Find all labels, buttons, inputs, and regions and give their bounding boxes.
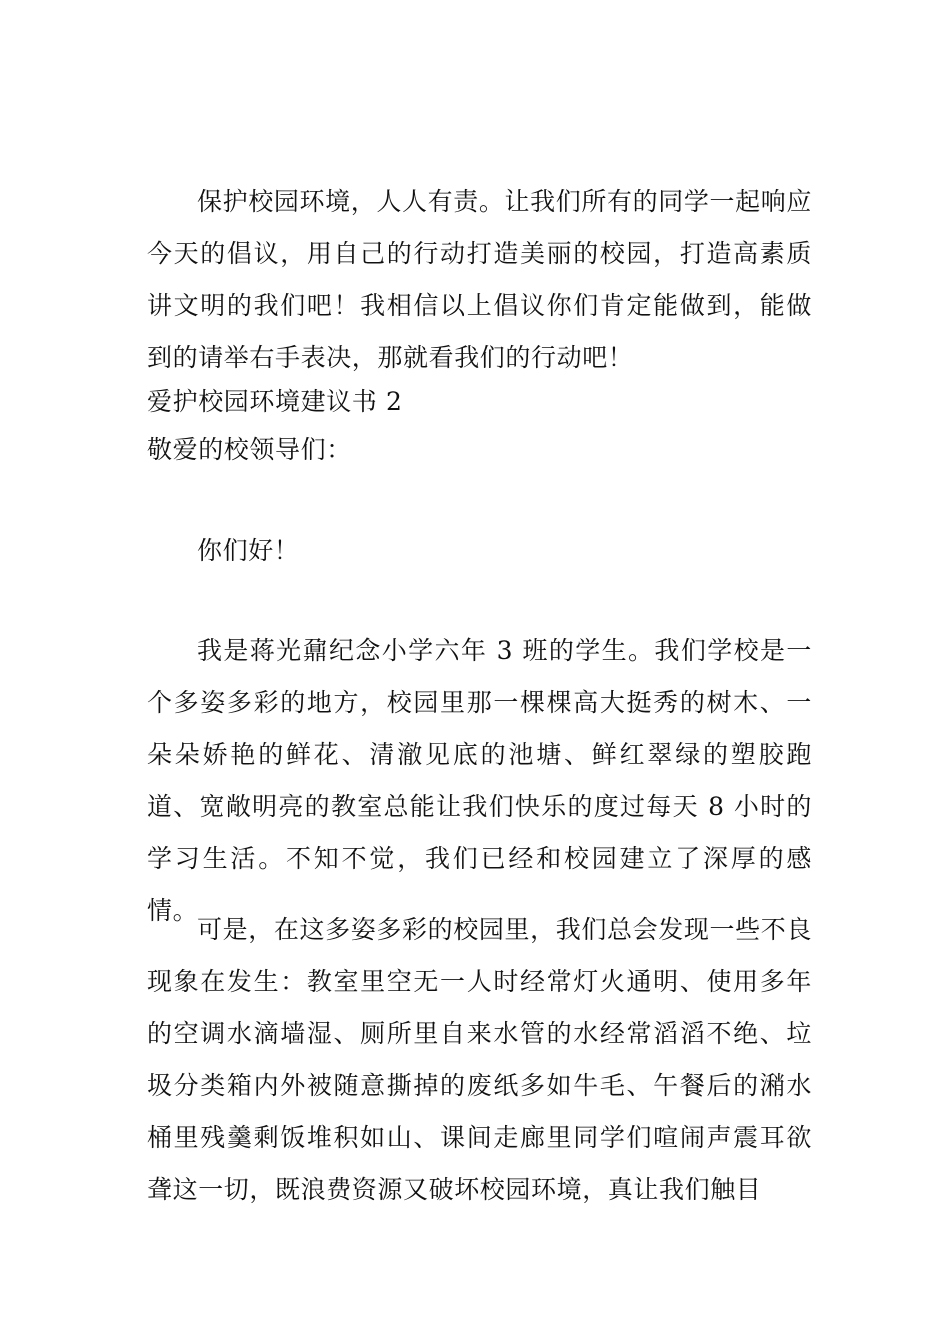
paragraph-problems: 可是，在这多姿多彩的校园里，我们总会发现一些不良现象在发生：教室里空无一人时经常灯火通明、使用多年的空调水滴墙湿、厕所里自来水管的水经常滔滔不绝、垃圾分类箱内外被随意撕掉的废纸多如牛毛、午餐后的潲水桶里残羹剩饭堆积如山、课间走廊里同学们喧闹声震耳欲聋这一切，既浪费资源又破坏校园环境，真让我们触目 [147, 915, 812, 1204]
paragraph-closing-call: 保护校园环境，人人有责。让我们所有的同学一起响应今天的倡议，用自己的行动打造美丽的校园，打造高素质讲文明的我们吧！我相信以上倡议你们肯定能做到，能做到的请举右手表决，那就看我们的行动吧！ [147, 187, 812, 372]
document-title: 爱护校园环境建议书 2 [147, 387, 403, 416]
greeting: 你们好！ [197, 536, 300, 565]
paragraph-introduction: 我是蒋光鼐纪念小学六年 3 班的学生。我们学校是一个多姿多彩的地方，校园里那一棵棵高大挺秀的树木、一朵朵娇艳的鲜花、清澈见底的池塘、鲜红翠绿的塑胶跑道、宽敞明亮的教室总能让我们快乐的度过每天 8 小时的学习生活。不知不觉，我们已经和校园建立了深厚的感情。 [147, 636, 812, 925]
salutation: 敬爱的校领导们： [147, 435, 352, 464]
